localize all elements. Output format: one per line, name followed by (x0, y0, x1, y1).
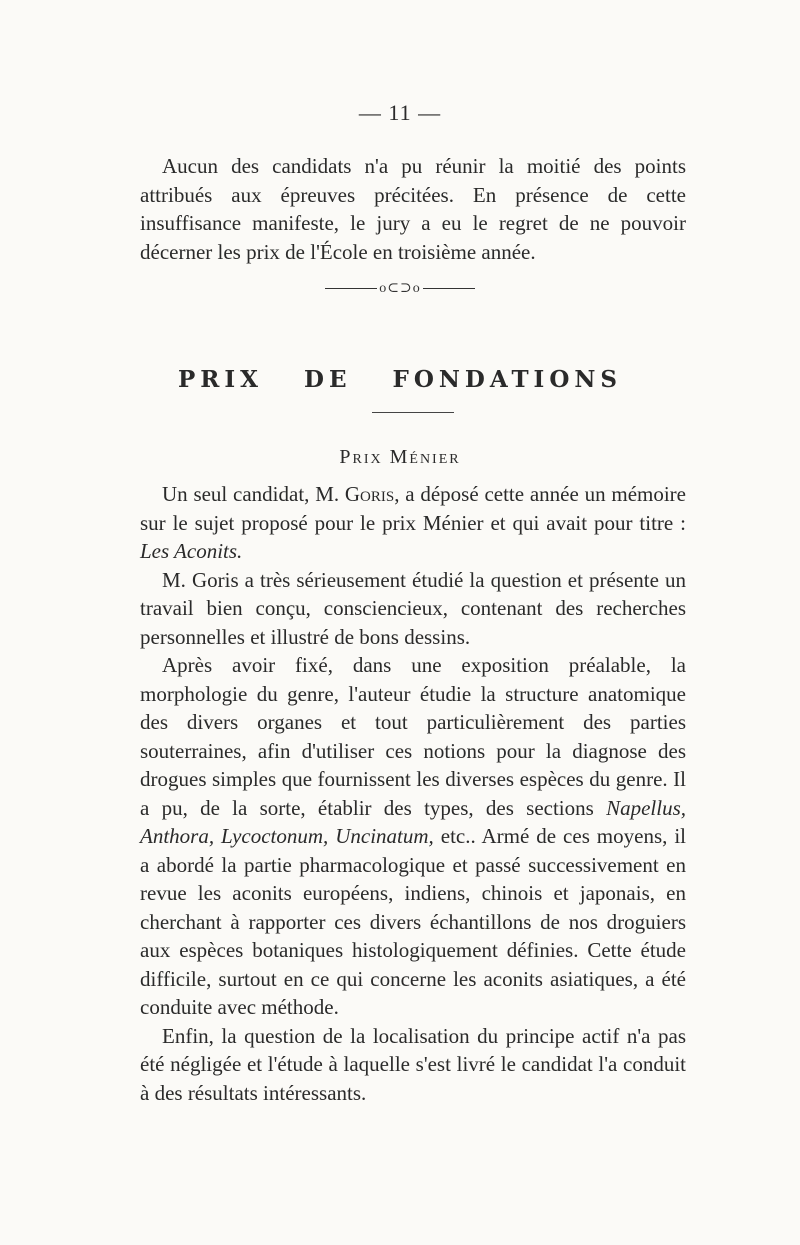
p1-mid: , a déposé cette année un mémoire sur le sujet proposé pour le prix Ménier et qui avait pour titre : (140, 482, 686, 535)
paragraph-1 (140, 480, 686, 566)
p1-start: Un seul candidat, M. (162, 482, 345, 506)
title-underline (372, 412, 454, 413)
section-names: Napellus, Anthora, Lycoctonum, Uncinatum, (140, 795, 686, 848)
p3-start: Après avoir fixé, dans une exposition préalable, la morphologie du genre, l'auteur étudie la structure anatomique des divers organes et tout particulièrement des parties souterraines, afin d'utiliser ces notions pour la diagnose des drogues simples que fournissent les diverses espèces du genre. Il a pu, de la sorte, établir des types, des sections (140, 653, 686, 820)
paragraph-3 (140, 651, 686, 1022)
ornament-rule-left (325, 288, 377, 289)
section-ornament (0, 280, 800, 297)
ornament-rule-right (423, 288, 475, 289)
paragraph-2: M. Goris a très sérieusement étudié la question et présente un travail bien conçu, consciencieux, contenant des recherches personnelles et illustré de bons dessins. (140, 567, 686, 649)
paragraph-4: Enfin, la question de la localisation du principe actif n'a pas été négligée et l'étude à laquelle s'est livré le candidat l'a conduit à des résultats intéressants. (140, 1023, 686, 1105)
body-text (140, 480, 686, 1107)
intro-block (140, 152, 686, 266)
ornament-glyph: o⊂⊃o (379, 281, 421, 296)
memoir-title: Les Aconits. (140, 539, 243, 563)
subsection-title: Prix Ménier (339, 446, 461, 468)
section-title: PRIX DE FONDATIONS (178, 366, 622, 393)
candidate-name: Goris (344, 482, 395, 506)
intro-paragraph: Aucun des candidats n'a pu réunir la moitié des points attribués aux épreuves précitées. En présence de cette insuffisance manifeste, le jury a eu le regret de ne pouvoir décerner les prix de l'École en troisième année. (140, 154, 686, 264)
p3-end: etc.. Armé de ces moyens, il a abordé la partie pharmacologique et passé successivement en revue les aconits européens, indiens, chinois et japonais, en cherchant à rapporter ces divers échantillons de nos droguiers aux espèces botaniques histologiquement définies. Cette étude difficile, surtout en ce qui concerne les aconits asiatiques, a été conduite avec méthode. (140, 824, 686, 1019)
page-number: — 11 — (358, 100, 442, 125)
